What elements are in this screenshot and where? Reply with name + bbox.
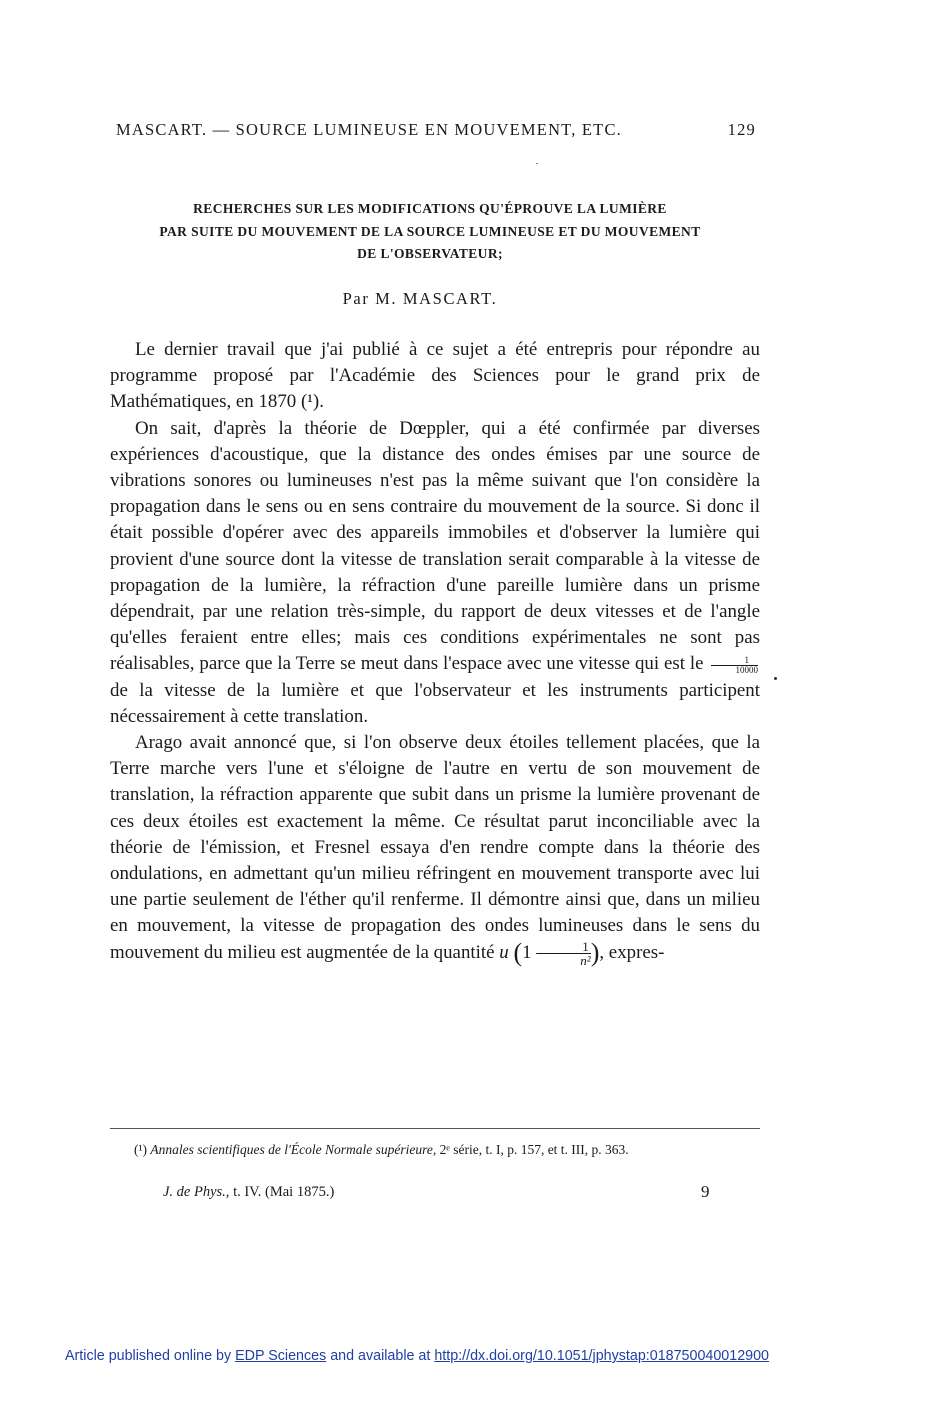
math-term: 1 — <box>522 941 556 963</box>
fraction <box>711 656 759 675</box>
math-paren-open: ( <box>513 937 523 967</box>
journal-line <box>163 1184 723 1201</box>
journal-name: J. de Phys., <box>163 1184 230 1200</box>
math-paren-close: ) <box>590 937 600 967</box>
paragraph-text: , expres- <box>599 941 665 963</box>
footnote-journal: Annales scientifiques de l'École Normale supérieure, <box>150 1142 437 1157</box>
fraction <box>555 940 591 967</box>
doi-link[interactable]: http://dx.doi.org/10.1051/jphystap:018750040012900 <box>434 1348 770 1364</box>
byline-prefix: Par <box>342 289 370 308</box>
body-text <box>110 337 760 967</box>
article-title <box>100 198 760 266</box>
footnote-marker: (¹) <box>134 1142 148 1157</box>
article-title-line: RECHERCHES SUR LES MODIFICATIONS QU'ÉPROUVE LA LUMIÈRE <box>193 201 667 216</box>
publisher-link[interactable]: EDP Sciences <box>235 1348 327 1364</box>
math-variable: u <box>499 941 509 963</box>
paragraph-text: On sait, d'après la théorie de Dœppler, qui a été confirmée par diverses expériences d'acoustique, que la distance des ondes émises par une source de vibrations sonores ou lumineuses n'est pas la même suivant que l'on considère la propagation dans le sens ou en sens contraire du mouvement de la source. Si donc il était possible d'opérer avec des appareils immobiles et d'observer la lumière qui provient d'une source dont la vitesse de translation serait comparable à la vitesse de propagation de la lumière, la réfraction d'une pareille lumière dans un prisme dépendrait, par une relation très-simple, du rapport de deux vitesses et de l'angle qu'elles feraient entre elles; mais ces conditions expérimentales ne sont pas réalisables, parce que la Terre se meut dans l'espace avec une vitesse qui est le <box>110 417 760 675</box>
fraction-denominator: 10000 <box>735 664 758 675</box>
fraction-denominator: n² <box>580 952 591 968</box>
footnote <box>110 1139 762 1161</box>
margin-mark <box>774 677 777 680</box>
paragraph-text: Arago avait annoncé que, si l'on observe deux étoiles tellement placées, que la Terre marche vers l'une et s'éloigne de l'autre en vertu de son mouvement de translation, la réfraction apparente que subit dans un prisme la lumière provenant de ces deux étoiles est exactement la même. Ce résultat parut inconciliable avec la théorie de l'émission, et Fresnel essaya d'en rendre compte dans la théorie des ondulations, en admettant qu'un milieu réfringent en mouvement transporte avec lui une partie seulement de l'éther qu'il renferme. Il démontre ainsi que, dans un milieu en mouvement, la vitesse de propagation des ondes lumineuses dans le sens du mouvement du milieu est augmentée de la quantité <box>110 732 760 963</box>
paragraph <box>110 730 760 967</box>
publication-line <box>65 1348 865 1364</box>
footnote-rule <box>110 1128 760 1129</box>
print-mark <box>536 163 538 164</box>
article-title-line: DE L'OBSERVATEUR; <box>357 246 503 261</box>
footnote-details: 2ᵉ série, t. I, p. 157, et t. III, p. 363. <box>439 1142 629 1157</box>
byline-author: M. MASCART. <box>375 289 498 308</box>
article-title-line: PAR SUITE DU MOUVEMENT DE LA SOURCE LUMINEUSE ET DU MOUVEMENT <box>159 223 701 239</box>
page-number: 129 <box>727 120 756 139</box>
byline <box>100 289 740 309</box>
sheet-signature: 9 <box>701 1182 710 1201</box>
publication-prefix: Article published online by <box>65 1348 232 1364</box>
fraction-numerator: 1 <box>711 656 759 666</box>
publication-middle: and available at <box>330 1348 431 1364</box>
paragraph-text: de la vitesse de la lumière et que l'observateur et les instruments participent nécessairement à cette translation. <box>110 679 760 727</box>
fraction-numerator: 1 <box>555 940 591 954</box>
running-head-title: MASCART. — SOURCE LUMINEUSE EN MOUVEMENT, ETC. <box>116 120 622 139</box>
paragraph: Le dernier travail que j'ai publié à ce sujet a été entrepris pour répondre au programme proposé par l'Académie des Sciences pour le grand prix de Mathématiques, en 1870 (¹). <box>110 339 760 413</box>
journal-volume: t. IV. (Mai 1875.) <box>233 1184 335 1200</box>
paragraph <box>110 416 760 730</box>
